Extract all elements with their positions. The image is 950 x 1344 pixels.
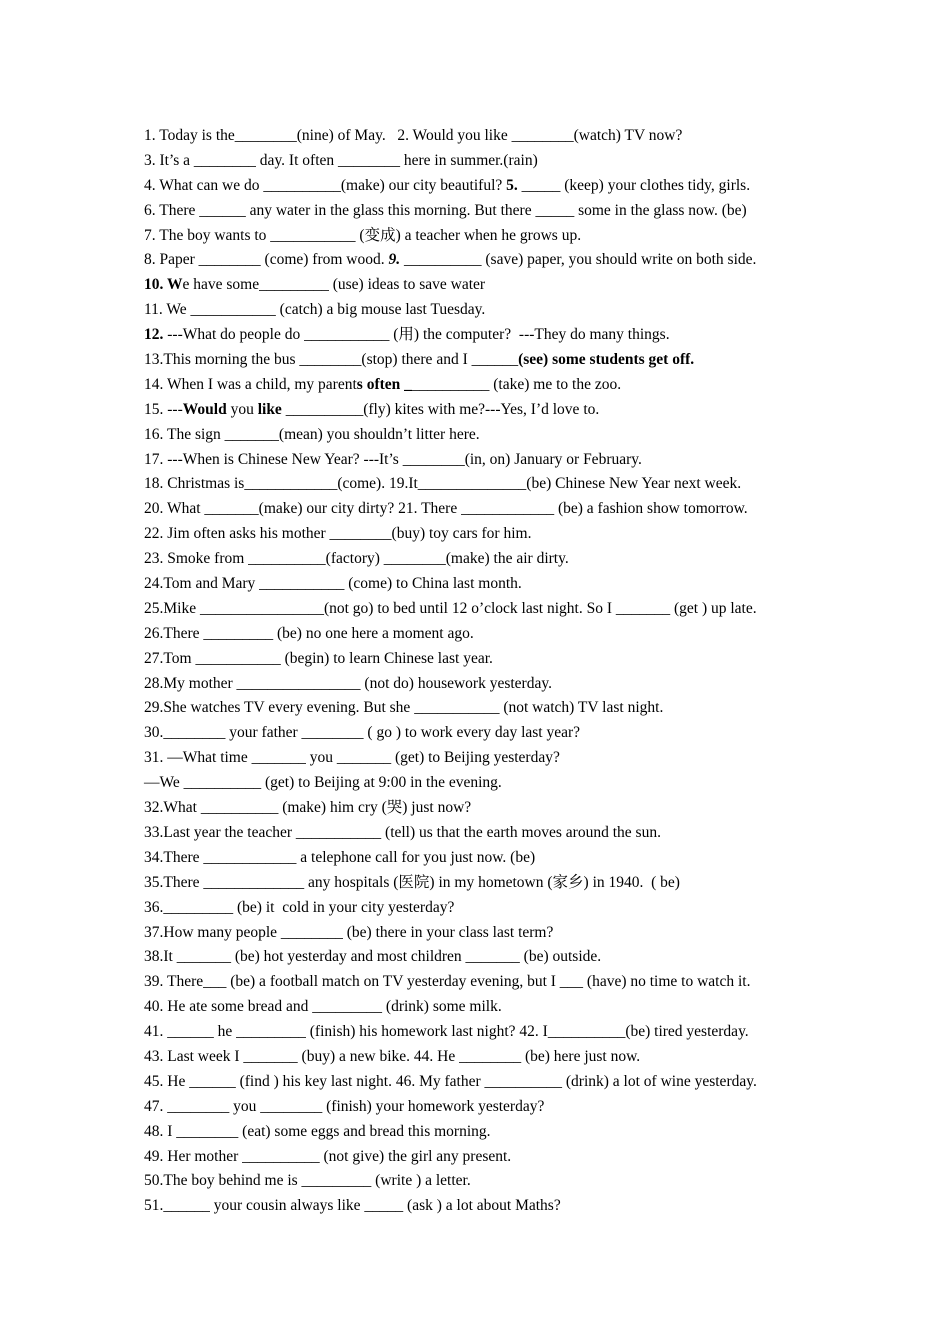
- exercise-text: 35.There _____________ any hospitals (医院) in my hometown (家乡) in 1940. ( be): [144, 873, 680, 891]
- exercise-line: [144, 298, 844, 323]
- exercise-line: [144, 746, 844, 771]
- exercise-line: [144, 448, 844, 473]
- exercise-text: 12.: [144, 326, 164, 344]
- exercise-text: __________ (take) me to the zoo.: [411, 375, 622, 393]
- exercise-text: 40. He ate some bread and _________ (drink) some milk.: [144, 998, 502, 1016]
- exercise-line: [144, 995, 844, 1020]
- exercise-line: [144, 1045, 844, 1070]
- exercise-text: 22. Jim often asks his mother ________(buy) toy cars for him.: [144, 525, 532, 543]
- exercise-text: 47. ________ you ________ (finish) your homework yesterday?: [144, 1097, 545, 1115]
- exercise-text: 10. W: [144, 276, 183, 294]
- exercise-text: 45. He ______ (find ) his key last night. 46. My father __________ (drink) a lot of wine yesterday.: [144, 1072, 757, 1090]
- worksheet-body: [144, 124, 844, 1219]
- exercise-text: 7. The boy wants to ___________ (变成) a teacher when he grows up.: [144, 226, 582, 244]
- exercise-text: 8. Paper ________ (come) from wood.: [144, 251, 389, 269]
- exercise-text: 24.Tom and Mary ___________ (come) to China last month.: [144, 575, 522, 593]
- exercise-line: [144, 921, 844, 946]
- exercise-line: [144, 970, 844, 995]
- exercise-line: [144, 1070, 844, 1095]
- exercise-text: 9.: [388, 251, 401, 269]
- exercise-text: like: [257, 400, 282, 418]
- exercise-text: 14. When I was a child, my parent: [144, 375, 357, 393]
- exercise-line: [144, 1194, 844, 1219]
- exercise-line: [144, 398, 844, 423]
- exercise-line: [144, 174, 844, 199]
- exercise-line: [144, 124, 844, 149]
- exercise-text: 39. There___ (be) a football match on TV yesterday evening, but I ___ (have) no time to watch it.: [144, 973, 751, 991]
- exercise-text: 29.She watches TV every evening. But she ___________ (not watch) TV last night.: [144, 699, 664, 717]
- exercise-text: 1. Today is the________(nine) of May. 2. Would you like ________(watch) TV now?: [144, 127, 683, 144]
- exercise-text: you: [226, 400, 258, 418]
- exercise-text: 33.Last year the teacher ___________ (tell) us that the earth moves around the sun.: [144, 823, 661, 841]
- exercise-line: [144, 647, 844, 672]
- exercise-text: 11. We ___________ (catch) a big mouse last Tuesday.: [144, 301, 486, 319]
- exercise-line: [144, 871, 844, 896]
- exercise-line: [144, 497, 844, 522]
- exercise-text: 17. ---When is Chinese New Year? ---It’s ________(in, on) January or February.: [144, 450, 642, 468]
- exercise-line: [144, 696, 844, 721]
- exercise-text: __________ (save) paper, you should write on both side.: [400, 251, 757, 269]
- exercise-text: (see) some students get off.: [518, 351, 695, 369]
- exercise-line: [144, 1145, 844, 1170]
- exercise-line: [144, 1020, 844, 1045]
- exercise-text: 4. What can we do __________(make) our city beautiful?: [144, 176, 507, 194]
- exercise-line: [144, 597, 844, 622]
- exercise-text: 15. ---: [144, 400, 183, 418]
- exercise-text: 18. Christmas is____________(come). 19.It______________(be) Chinese New Year next week.: [144, 475, 742, 493]
- exercise-text: 30.________ your father ________ ( go ) to work every day last year?: [144, 724, 581, 742]
- exercise-line: [144, 199, 844, 224]
- exercise-line: [144, 348, 844, 373]
- exercise-text: 37.How many people ________ (be) there in your class last term?: [144, 923, 554, 941]
- exercise-line: [144, 945, 844, 970]
- exercise-line: [144, 273, 844, 298]
- exercise-text: __________(fly) kites with me?---Yes, I’d love to.: [281, 400, 600, 418]
- exercise-text: 32.What __________ (make) him cry (哭) just now?: [144, 799, 472, 817]
- exercise-line: [144, 1120, 844, 1145]
- exercise-text: 49. Her mother __________ (not give) the girl any present.: [144, 1147, 512, 1165]
- exercise-line: [144, 1095, 844, 1120]
- exercise-text: _____ (keep) your clothes tidy, girls.: [517, 176, 751, 194]
- exercise-line: [144, 572, 844, 597]
- exercise-text: 20. What _______(make) our city dirty? 21. There ____________ (be) a fashion show tomorrow.: [144, 500, 748, 518]
- exercise-line: [144, 1169, 844, 1194]
- exercise-text: Would: [182, 400, 227, 418]
- exercise-line: [144, 821, 844, 846]
- exercise-line: [144, 423, 844, 448]
- exercise-line: [144, 472, 844, 497]
- exercise-text: 43. Last week I _______ (buy) a new bike. 44. He ________ (be) here just now.: [144, 1047, 641, 1065]
- exercise-text: 26.There _________ (be) no one here a moment ago.: [144, 624, 474, 642]
- exercise-line: [144, 547, 844, 572]
- exercise-text: 27.Tom ___________ (begin) to learn Chinese last year.: [144, 649, 493, 667]
- exercise-line: [144, 622, 844, 647]
- exercise-text: 48. I ________ (eat) some eggs and bread this morning.: [144, 1122, 491, 1140]
- exercise-line: [144, 224, 844, 249]
- exercise-text: ---What do people do ___________ (用) the computer? ---They do many things.: [163, 326, 670, 344]
- exercise-line: [144, 373, 844, 398]
- exercise-text: 25.Mike ________________(not go) to bed until 12 o’clock last night. So I _______ (get ) up late.: [144, 599, 757, 617]
- exercise-text: 38.It _______ (be) hot yesterday and most children _______ (be) outside.: [144, 948, 602, 966]
- exercise-text: s often _: [356, 375, 412, 393]
- exercise-text: 31. —What time _______ you _______ (get) to Beijing yesterday?: [144, 749, 560, 767]
- exercise-line: [144, 248, 844, 273]
- exercise-line: [144, 323, 844, 348]
- exercise-text: 51.______ your cousin always like _____ (ask ) a lot about Maths?: [144, 1197, 561, 1215]
- exercise-line: [144, 522, 844, 547]
- exercise-text: 3. It’s a ________ day. It often ________ here in summer.(rain): [144, 151, 538, 169]
- exercise-text: 23. Smoke from __________(factory) ________(make) the air dirty.: [144, 550, 569, 568]
- exercise-line: [144, 796, 844, 821]
- exercise-line: [144, 771, 844, 796]
- exercise-text: 34.There ____________ a telephone call for you just now. (be): [144, 848, 536, 866]
- exercise-text: 6. There ______ any water in the glass this morning. But there _____ some in the glass now. (be): [144, 201, 747, 219]
- exercise-text: 5.: [506, 176, 518, 194]
- exercise-text: e have some_________ (use) ideas to save water: [182, 276, 486, 294]
- exercise-line: [144, 149, 844, 174]
- exercise-text: —We __________ (get) to Beijing at 9:00 in the evening.: [144, 774, 502, 792]
- exercise-text: 13.This morning the bus ________(stop) there and I ______: [144, 351, 519, 369]
- exercise-text: 41. ______ he _________ (finish) his homework last night? 42. I__________(be) tired yesterday.: [144, 1023, 749, 1041]
- exercise-text: 28.My mother ________________ (not do) housework yesterday.: [144, 674, 552, 692]
- exercise-text: 36._________ (be) it cold in your city yesterday?: [144, 898, 455, 916]
- exercise-line: [144, 721, 844, 746]
- exercise-line: [144, 896, 844, 921]
- exercise-text: 50.The boy behind me is _________ (write ) a letter.: [144, 1172, 471, 1190]
- exercise-line: [144, 672, 844, 697]
- exercise-text: 16. The sign _______(mean) you shouldn’t litter here.: [144, 425, 480, 443]
- exercise-line: [144, 846, 844, 871]
